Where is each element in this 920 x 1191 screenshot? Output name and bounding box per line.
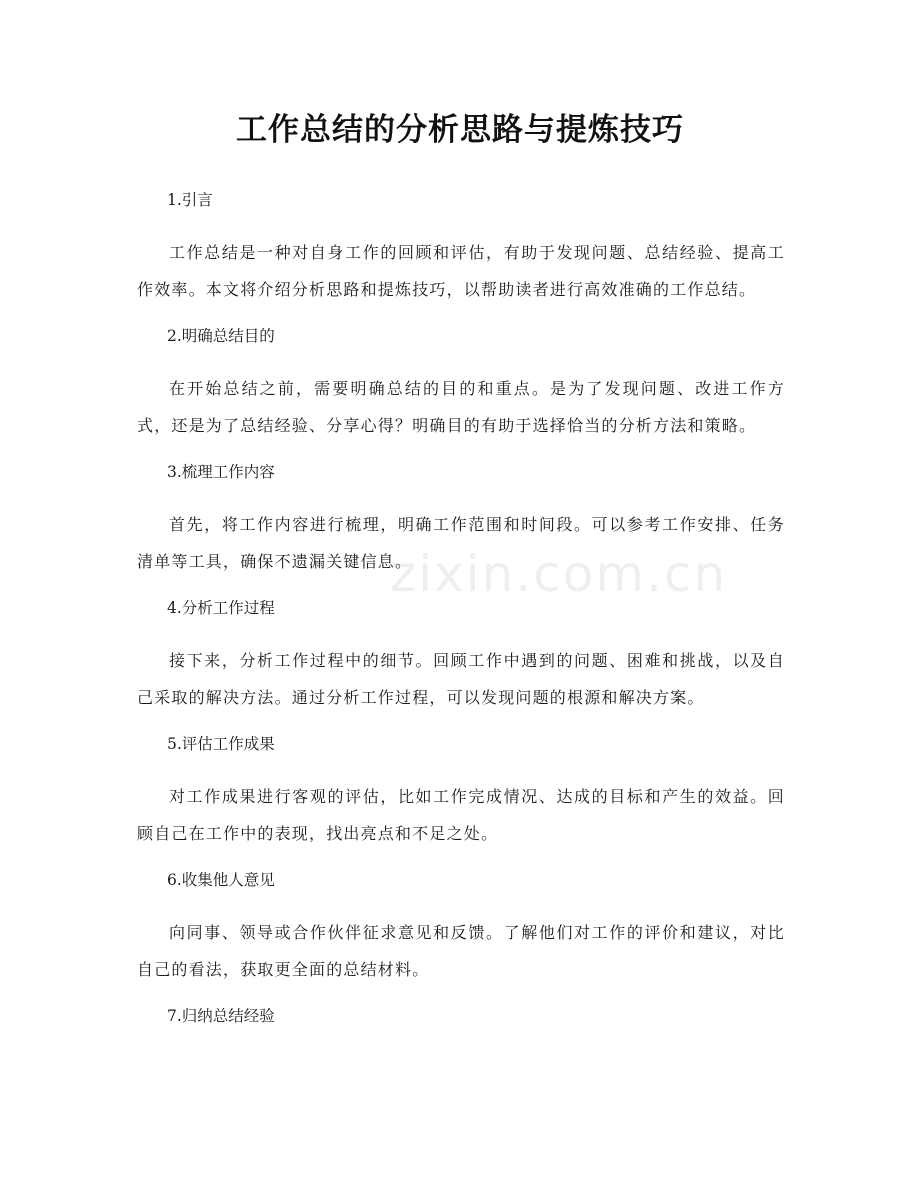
section-paragraph: 接下来，分析工作过程中的细节。回顾工作中遇到的问题、困难和挑战，以及自己采取的解决方法。通过分析工作过程，可以发现问题的根源和解决方案。 (137, 651, 785, 707)
section-paragraph: 在开始总结之前，需要明确总结的目的和重点。是为了发现问题、改进工作方式，还是为了总结经验、分享心得？明确目的有助于选择恰当的分析方法和策略。 (137, 379, 785, 435)
section-paragraph: 对工作成果进行客观的评估，比如工作完成情况、达成的目标和产生的效益。回顾自己在工作中的表现，找出亮点和不足之处。 (137, 787, 785, 843)
section-heading: 3.梳理工作内容 (167, 463, 275, 481)
section-results (137, 730, 785, 852)
page-title: 工作总结的分析思路与提炼技巧 (236, 112, 684, 148)
section-feedback (137, 866, 785, 988)
section-heading: 7.归纳总结经验 (167, 1007, 275, 1025)
section-process (137, 594, 785, 716)
section-heading: 4.分析工作过程 (167, 599, 275, 617)
section-heading: 1.引言 (167, 191, 213, 209)
document-body (137, 186, 785, 1050)
section-paragraph: 工作总结是一种对自身工作的回顾和评估，有助于发现问题、总结经验、提高工作效率。本文将介绍分析思路和提炼技巧，以帮助读者进行高效准确的工作总结。 (137, 243, 785, 299)
section-paragraph: 首先，将工作内容进行梳理，明确工作范围和时间段。可以参考工作安排、任务清单等工具，确保不遗漏关键信息。 (137, 515, 785, 571)
section-heading: 6.收集他人意见 (167, 871, 275, 889)
section-content (137, 458, 785, 580)
section-paragraph: 向同事、领导或合作伙伴征求意见和反馈。了解他们对工作的评价和建议，对比自己的看法，获取更全面的总结材料。 (137, 923, 785, 979)
section-experience (137, 1002, 785, 1030)
watermark: zixin.com.cn (390, 545, 728, 603)
section-heading: 5.评估工作成果 (167, 735, 275, 753)
section-purpose (137, 322, 785, 444)
section-intro (137, 186, 785, 308)
section-heading: 2.明确总结目的 (167, 327, 275, 345)
